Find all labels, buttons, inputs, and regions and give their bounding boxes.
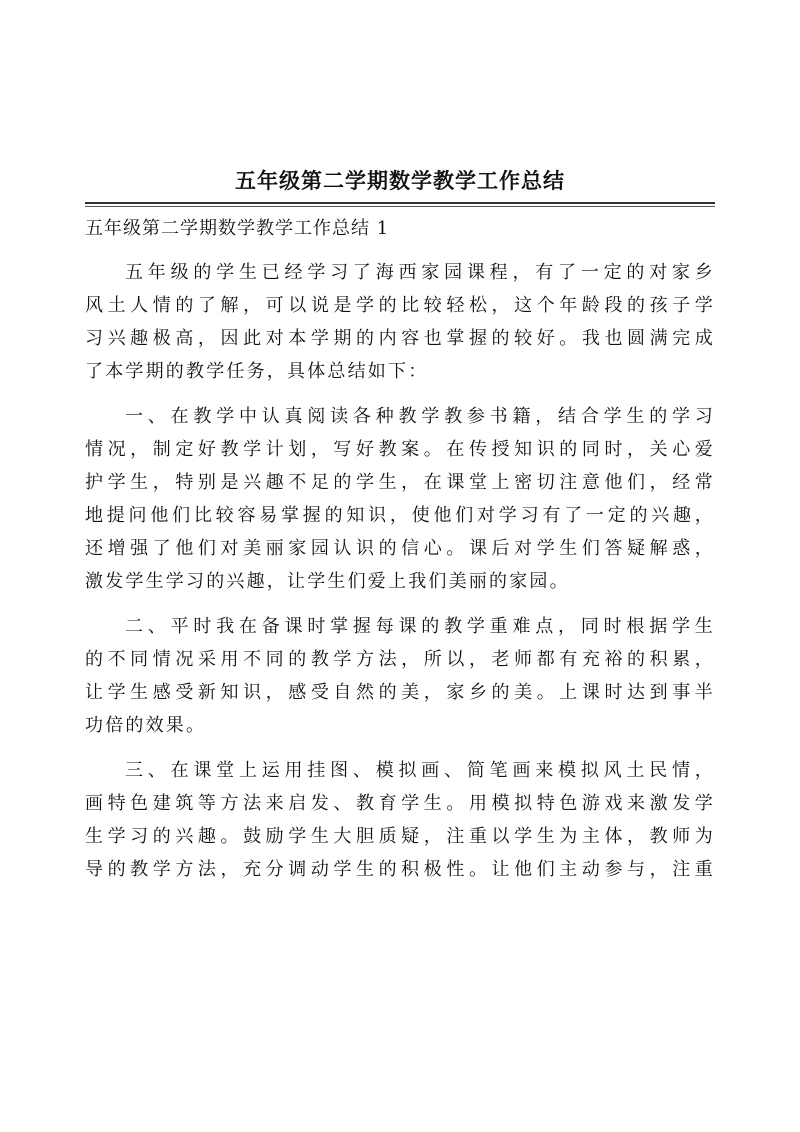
paragraph-line: 地提问他们比较容易掌握的知识，使他们对学习有了一定的兴趣， [85, 505, 715, 526]
paragraph-line: 还增强了他们对美丽家园认识的信心。课后对学生们答疑解惑， [85, 538, 715, 559]
paragraph-line: 护学生，特别是兴趣不足的学生，在课堂上密切注意他们，经常 [85, 472, 715, 493]
paragraph-line: 风土人情的了解，可以说是学的比较轻松，这个年龄段的孩子学 [85, 295, 715, 316]
paragraph-line: 的不同情况采用不同的教学方法，所以，老师都有充裕的积累， [85, 649, 715, 670]
paragraph-line: 二、平时我在备课时掌握每课的教学重难点，同时根据学生 [125, 616, 715, 637]
paragraph-line: 生学习的兴趣。鼓励学生大胆质疑，注重以学生为主体，教师为 [85, 826, 715, 847]
paragraph-line: 了本学期的教学任务，具体总结如下： [85, 361, 429, 382]
paragraph-line: 功倍的效果。 [85, 715, 207, 736]
paragraph-1 [85, 256, 715, 388]
paragraph-line: 让学生感受新知识，感受自然的美，家乡的美。上课时达到事半 [85, 682, 715, 703]
paragraph-line: 画特色建筑等方法来启发、教育学生。用模拟特色游戏来激发学 [85, 793, 715, 814]
paragraph-line: 习兴趣极高，因此对本学期的内容也掌握的较好。我也圆满完成 [85, 328, 715, 349]
paragraph-line: 五年级的学生已经学习了海西家园课程，有了一定的对家乡 [125, 262, 715, 283]
paragraph-line: 情况，制定好教学计划，写好教案。在传授知识的同时，关心爱 [85, 439, 715, 460]
paragraph-line: 三、在课堂上运用挂图、模拟画、简笔画来模拟风土民情， [125, 760, 715, 781]
paragraph-4 [85, 754, 715, 886]
paragraph-line: 激发学生学习的兴趣，让学生们爱上我们美丽的家园。 [85, 571, 570, 592]
document-body [85, 256, 715, 898]
paragraph-line: 导的教学方法，充分调动学生的积极性。让他们主动参与，注重 [85, 859, 715, 880]
paragraph-2 [85, 400, 715, 598]
paragraph-3 [85, 610, 715, 742]
paragraph-line: 一、在教学中认真阅读各种教学教参书籍，结合学生的学习 [125, 406, 715, 427]
title-rule-thin [85, 206, 715, 207]
document-title: 五年级第二学期数学教学工作总结 [235, 168, 565, 193]
title-rule-thick [85, 202, 715, 204]
section-heading: 五年级第二学期数学教学工作总结 1 [85, 218, 390, 239]
